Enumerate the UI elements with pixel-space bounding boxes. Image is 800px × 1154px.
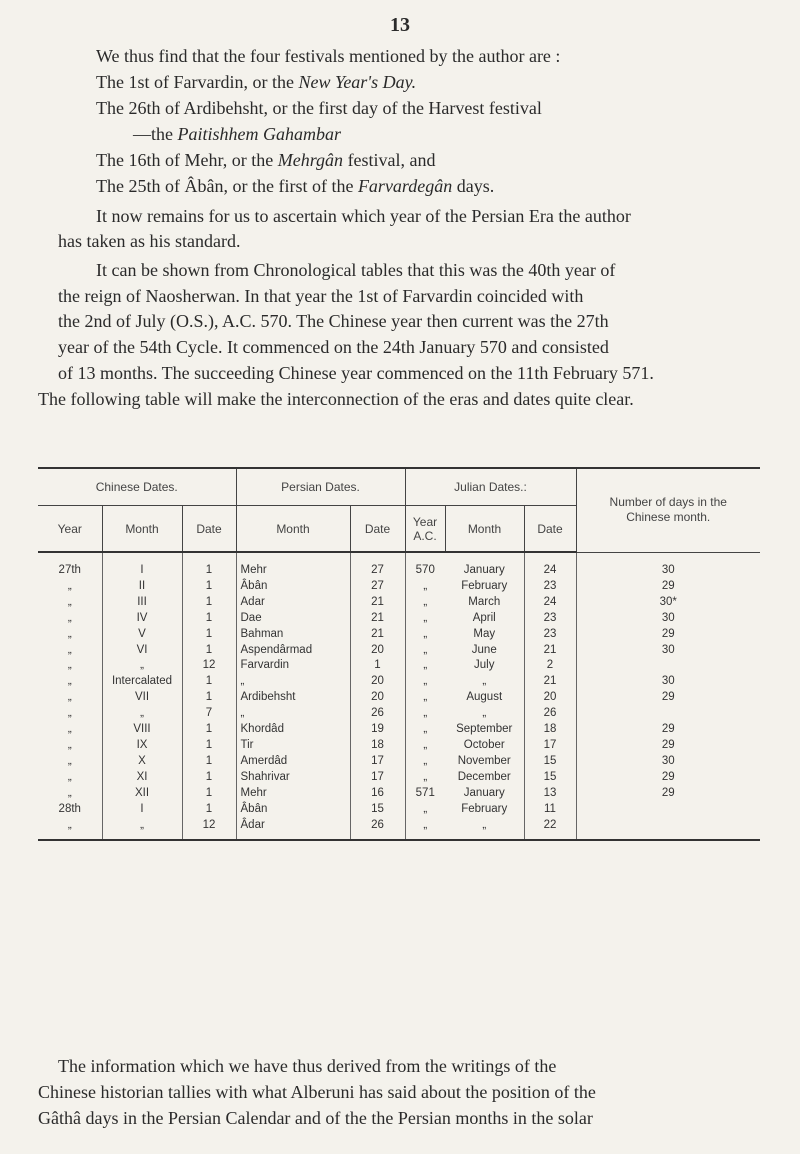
cell-days-in-month xyxy=(576,802,760,818)
cell-chinese-month: Intercalated xyxy=(102,674,182,690)
cell-days-in-month: 29 xyxy=(576,722,760,738)
intro-text: days. xyxy=(452,176,495,196)
cell-julian-date: 22 xyxy=(524,818,576,841)
cell-julian-date: 18 xyxy=(524,722,576,738)
cell-chinese-month: I xyxy=(102,802,182,818)
cell-julian-date: 23 xyxy=(524,611,576,627)
header-date: Date xyxy=(182,506,236,553)
cell-days-in-month: 30* xyxy=(576,595,760,611)
cell-chinese-year: „ xyxy=(67,675,72,688)
cell-julian-month: February xyxy=(461,579,508,592)
cell-persian-date: 1 xyxy=(350,658,405,674)
cell-chinese-year: „ xyxy=(67,595,72,608)
cell-days-in-month: 29 xyxy=(576,770,760,786)
cell-julian-year: „ xyxy=(405,818,445,841)
cell-julian-date: 2 xyxy=(524,658,576,674)
cell-chinese-date: 12 xyxy=(182,818,236,841)
table-row xyxy=(38,658,760,674)
cell-chinese-date: 1 xyxy=(182,754,236,770)
cell-days-in-month: 29 xyxy=(576,579,760,595)
cell-chinese-month: IX xyxy=(102,738,182,754)
cell-julian-year: „ xyxy=(405,579,445,595)
cell-julian-month: January xyxy=(463,564,505,576)
cell-chinese-date: 1 xyxy=(182,643,236,659)
cell-persian-month: Shahrivar xyxy=(236,770,350,786)
cell-days-in-month xyxy=(576,706,760,722)
cell-chinese-year: „ xyxy=(67,627,72,640)
cell-julian-date: 13 xyxy=(524,786,576,802)
cell-persian-date: 27 xyxy=(350,552,405,579)
cell-chinese-year: „ xyxy=(67,770,72,783)
cell-chinese-month: VII xyxy=(102,690,182,706)
cell-persian-month: Khordâd xyxy=(236,722,350,738)
paragraph-line: has taken as his standard. xyxy=(58,231,241,251)
cell-persian-month: Âdar xyxy=(236,818,350,841)
cell-chinese-date: 1 xyxy=(182,690,236,706)
cell-julian-date: 17 xyxy=(524,738,576,754)
cell-persian-date: 20 xyxy=(350,674,405,690)
cell-persian-month: Bahman xyxy=(236,627,350,643)
dates-table xyxy=(38,467,760,841)
table-row xyxy=(38,579,760,595)
cell-julian-year: „ xyxy=(405,754,445,770)
cell-persian-date: 17 xyxy=(350,770,405,786)
table-row xyxy=(38,706,760,722)
header-year: Year xyxy=(38,506,102,553)
cell-chinese-year: „ xyxy=(67,659,72,672)
cell-julian-date: 15 xyxy=(524,754,576,770)
cell-julian-month: December xyxy=(457,770,511,783)
cell-julian-month: May xyxy=(473,627,496,640)
cell-chinese-date: 12 xyxy=(182,658,236,674)
header-chinese-dates: Chinese Dates. xyxy=(38,468,236,506)
cell-chinese-year: „ xyxy=(67,643,72,656)
paragraph-line: Chinese historian tallies with what Alberuni has said about the position of the xyxy=(38,1082,596,1102)
cell-chinese-year: „ xyxy=(67,723,72,736)
intro-emphasis: Paitishhem Gahambar xyxy=(177,124,341,144)
header-persian-date: Date xyxy=(350,506,405,553)
paragraph-line: It now remains for us to ascertain which year of the Persian Era the author xyxy=(96,206,631,226)
cell-chinese-month: VIII xyxy=(102,722,182,738)
intro-text: —the xyxy=(133,124,178,144)
cell-persian-date: 26 xyxy=(350,818,405,841)
cell-chinese-date: 1 xyxy=(182,770,236,786)
cell-julian-year: „ xyxy=(405,674,445,690)
cell-chinese-month: XII xyxy=(102,786,182,802)
table-row xyxy=(38,643,760,659)
cell-persian-month: Ardibehsht xyxy=(236,690,350,706)
paragraph-line: Gâthâ days in the Persian Calendar and of the the Persian months in the solar xyxy=(38,1108,593,1128)
cell-chinese-date: 1 xyxy=(182,786,236,802)
cell-julian-month: July xyxy=(474,659,495,672)
table-row xyxy=(38,754,760,770)
header-days-in-month: Number of days in the Chinese month. xyxy=(576,468,760,552)
cell-persian-month: Farvardin xyxy=(236,658,350,674)
header-persian-dates: Persian Dates. xyxy=(236,468,405,506)
cell-chinese-date: 7 xyxy=(182,706,236,722)
cell-chinese-year: „ xyxy=(67,611,72,624)
cell-julian-month: October xyxy=(463,738,505,751)
cell-chinese-year: „ xyxy=(67,579,72,592)
cell-days-in-month xyxy=(576,658,760,674)
cell-chinese-date: 1 xyxy=(182,674,236,690)
cell-chinese-month: V xyxy=(102,627,182,643)
header-persian-month: Month xyxy=(236,506,350,553)
cell-chinese-month: „ xyxy=(102,818,182,841)
intro-text: The 1st of Farvardin, or the xyxy=(96,72,299,92)
cell-chinese-date: 1 xyxy=(182,802,236,818)
cell-julian-month: „ xyxy=(445,818,524,841)
cell-julian-date: 24 xyxy=(524,552,576,579)
cell-julian-month: March xyxy=(468,595,501,608)
cell-days-in-month: 29 xyxy=(576,627,760,643)
table-row xyxy=(38,722,760,738)
cell-persian-month: Âbân xyxy=(236,579,350,595)
intro-line xyxy=(96,150,436,171)
cell-persian-date: 16 xyxy=(350,786,405,802)
cell-julian-year: „ xyxy=(405,690,445,706)
table-row xyxy=(38,786,760,802)
intro-emphasis: New Year's Day. xyxy=(298,72,417,92)
cell-julian-year: „ xyxy=(405,722,445,738)
cell-persian-date: 21 xyxy=(350,627,405,643)
cell-julian-date: 23 xyxy=(524,627,576,643)
cell-julian-month: September xyxy=(456,723,513,736)
table-row xyxy=(38,552,760,579)
cell-persian-month: Âbân xyxy=(236,802,350,818)
cell-julian-month: June xyxy=(471,643,497,656)
cell-days-in-month: 30 xyxy=(576,643,760,659)
cell-julian-month: April xyxy=(472,611,496,624)
cell-julian-date: 15 xyxy=(524,770,576,786)
header-month: Month xyxy=(102,506,182,553)
paragraph-line: year of the 54th Cycle. It commenced on the 24th January 570 and consisted xyxy=(58,337,609,357)
cell-days-in-month: 30 xyxy=(576,754,760,770)
cell-julian-month: August xyxy=(466,691,503,704)
cell-chinese-month: „ xyxy=(102,658,182,674)
header-julian-dates: Julian Dates.: xyxy=(405,468,576,506)
table-row xyxy=(38,802,760,818)
cell-chinese-year: „ xyxy=(67,691,72,704)
header-julian-month: Month xyxy=(445,506,524,553)
cell-days-in-month xyxy=(576,818,760,841)
table-body xyxy=(38,552,760,840)
cell-persian-date: 26 xyxy=(350,706,405,722)
paragraph-line: The information which we have thus derived from the writings of the xyxy=(58,1056,557,1076)
cell-chinese-year: „ xyxy=(67,754,72,767)
intro-line xyxy=(96,72,416,93)
cell-chinese-year: „ xyxy=(67,707,72,720)
cell-chinese-year: „ xyxy=(38,818,102,841)
cell-persian-month: Dae xyxy=(236,611,350,627)
cell-julian-year: „ xyxy=(405,770,445,786)
intro-text: festival, and xyxy=(343,150,436,170)
header-julian-year: Year A.C. xyxy=(405,506,445,553)
cell-chinese-date: 1 xyxy=(182,552,236,579)
cell-chinese-year: „ xyxy=(67,738,72,751)
cell-chinese-year: 28th xyxy=(58,802,81,815)
intro-emphasis: Farvardegân xyxy=(357,176,453,196)
cell-chinese-date: 1 xyxy=(182,595,236,611)
cell-julian-date: 24 xyxy=(524,595,576,611)
cell-days-in-month: 29 xyxy=(576,690,760,706)
intro-text: The 16th of Mehr, or the xyxy=(96,150,278,170)
cell-julian-year: 570 xyxy=(405,552,445,579)
cell-persian-month: Adar xyxy=(236,595,350,611)
table-row xyxy=(38,818,760,841)
cell-chinese-month: IV xyxy=(102,611,182,627)
intro-line: We thus find that the four festivals mentioned by the author are : xyxy=(96,46,561,66)
cell-chinese-date: 1 xyxy=(182,627,236,643)
cell-chinese-month: VI xyxy=(102,643,182,659)
intro-line: The 26th of Ardibehsht, or the first day of the Harvest festival xyxy=(96,98,542,118)
cell-julian-year: „ xyxy=(405,802,445,818)
cell-chinese-month: XI xyxy=(102,770,182,786)
intro-text: The 25th of Âbân, or the first of the xyxy=(96,176,358,196)
cell-julian-date: 20 xyxy=(524,690,576,706)
cell-chinese-year: 27th xyxy=(58,564,81,576)
intro-line xyxy=(96,176,494,197)
cell-chinese-date: 1 xyxy=(182,579,236,595)
cell-persian-date: 27 xyxy=(350,579,405,595)
cell-days-in-month: 30 xyxy=(576,611,760,627)
cell-chinese-date: 1 xyxy=(182,611,236,627)
cell-persian-date: 17 xyxy=(350,754,405,770)
cell-chinese-month: II xyxy=(102,579,182,595)
cell-persian-date: 15 xyxy=(350,802,405,818)
cell-julian-month: „ xyxy=(482,707,487,720)
cell-chinese-month: „ xyxy=(102,706,182,722)
table-row xyxy=(38,627,760,643)
intro-emphasis: Mehrgân xyxy=(277,150,344,170)
cell-chinese-date: 1 xyxy=(182,722,236,738)
cell-persian-date: 21 xyxy=(350,595,405,611)
paragraph-line: the reign of Naosherwan. In that year the 1st of Farvardin coincided with xyxy=(58,286,584,306)
paragraph-line: of 13 months. The succeeding Chinese year commenced on the 11th February 571. xyxy=(58,363,654,383)
table-row xyxy=(38,611,760,627)
cell-persian-month: „ xyxy=(236,706,350,722)
cell-julian-date: 26 xyxy=(524,706,576,722)
paragraph-line: The following table will make the interconnection of the eras and dates quite clear. xyxy=(38,389,634,409)
cell-julian-month: „ xyxy=(482,675,487,688)
table-row xyxy=(38,690,760,706)
cell-julian-date: 11 xyxy=(524,802,576,818)
header-julian-date: Date xyxy=(524,506,576,553)
cell-days-in-month: 29 xyxy=(576,738,760,754)
cell-days-in-month: 30 xyxy=(576,552,760,579)
cell-julian-month: January xyxy=(463,786,505,799)
cell-persian-month: Mehr xyxy=(236,786,350,802)
page-number: 13 xyxy=(390,14,410,36)
cell-persian-date: 20 xyxy=(350,690,405,706)
cell-julian-date: 23 xyxy=(524,579,576,595)
paragraph-line: the 2nd of July (O.S.), A.C. 570. The Chinese year then current was the 27th xyxy=(58,311,609,331)
cell-julian-date: 21 xyxy=(524,643,576,659)
cell-julian-date: 21 xyxy=(524,674,576,690)
cell-chinese-month: I xyxy=(102,552,182,579)
cell-persian-month: Amerdâd xyxy=(236,754,350,770)
cell-chinese-date: 1 xyxy=(182,738,236,754)
cell-persian-month: Tir xyxy=(236,738,350,754)
cell-persian-date: 20 xyxy=(350,643,405,659)
cell-days-in-month: 29 xyxy=(576,786,760,802)
cell-julian-month: February xyxy=(461,802,508,815)
cell-persian-month: Aspendârmad xyxy=(236,643,350,659)
cell-julian-month: November xyxy=(457,754,511,767)
cell-julian-year: „ xyxy=(405,643,445,659)
paragraph-line: It can be shown from Chronological tables that this was the 40th year of xyxy=(96,260,616,280)
cell-julian-year: 571 xyxy=(405,786,445,802)
cell-julian-year: „ xyxy=(405,738,445,754)
cell-persian-date: 18 xyxy=(350,738,405,754)
intro-line xyxy=(133,124,341,145)
table-row xyxy=(38,738,760,754)
cell-julian-year: „ xyxy=(405,611,445,627)
cell-chinese-month: X xyxy=(102,754,182,770)
table-row xyxy=(38,770,760,786)
cell-persian-date: 19 xyxy=(350,722,405,738)
cell-julian-year: „ xyxy=(405,658,445,674)
table-row xyxy=(38,595,760,611)
cell-days-in-month: 30 xyxy=(576,674,760,690)
table-row xyxy=(38,674,760,690)
cell-persian-month: „ xyxy=(236,674,350,690)
cell-chinese-year: „ xyxy=(67,786,72,799)
cell-julian-year: „ xyxy=(405,595,445,611)
cell-julian-year: „ xyxy=(405,706,445,722)
cell-julian-year: „ xyxy=(405,627,445,643)
cell-persian-date: 21 xyxy=(350,611,405,627)
cell-chinese-month: III xyxy=(102,595,182,611)
cell-persian-month: Mehr xyxy=(236,552,350,579)
